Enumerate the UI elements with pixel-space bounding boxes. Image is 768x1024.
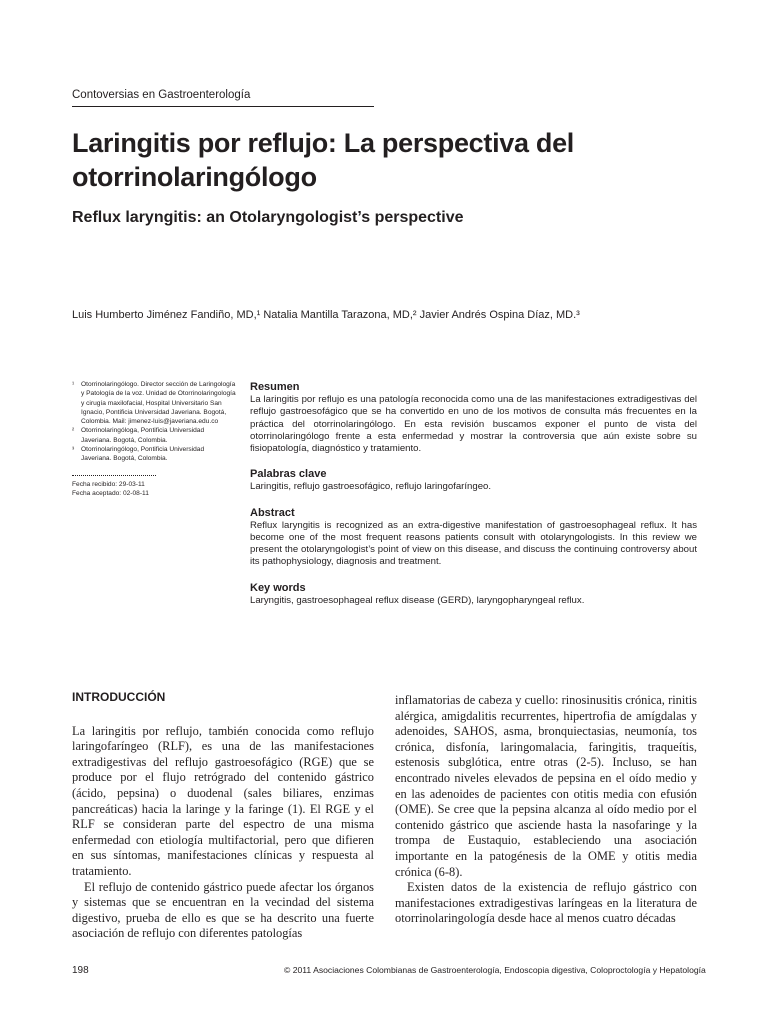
affiliation-item [72, 426, 236, 445]
section-label: Contoversias en Gastroenterología [72, 89, 251, 101]
affiliation-number: ¹ [72, 381, 75, 388]
header-rule [72, 106, 374, 107]
palabras-clave-text: Laringitis, reflujo gastroesofágico, reflujo laringofaríngeo. [250, 481, 492, 493]
article-title: Laringitis por reflujo: La perspectiva del otorrinolaringólogo [72, 128, 575, 192]
author-list: Luis Humberto Jiménez Fandiño, MD,¹ Natalia Mantilla Tarazona, MD,² Javier Andrés Ospina Díaz, MD.³ [72, 309, 580, 321]
key-words-heading: Key words [250, 581, 306, 594]
dates-divider [72, 475, 156, 476]
resumen-text: La laringitis por reflujo es una patología reconocida como una de las manifestaciones extradigestivas del reflujo gastroesofágico que se ha convertido en uno de los motivos de consulta más frecuentes en la práctica del otorrinolaringólogo. En esta revisión buscamos exponer el punto de vista del otorrinolaringólogo frente a esta enfermedad y mostrar la controversia que aún existe sobre su fisiopatología, diagnóstico y tratamiento. [250, 394, 697, 455]
abstract-column [250, 381, 697, 620]
article-subtitle-english: Reflux laryngitis: an Otolaryngologist’s perspective [72, 209, 464, 226]
affiliation-number: ³ [72, 446, 75, 454]
affiliation-number: ² [72, 427, 75, 435]
abstract-text: Reflux laryngitis is recognized as an extra-digestive manifestation of gastroesophageal reflux. It has become one of the most frequent reasons patients consult with otolaryngologists. In this review we present the otolaryngologist’s point of view on this disease, and discuss the continuing controversy about its pathophysiology, diagnosis and treatment. [250, 519, 697, 568]
resumen-heading: Resumen [250, 381, 300, 393]
body-paragraph: El reflujo de contenido gástrico puede afectar los órganos y sistemas que se encuentran en la vecindad del sistema digestivo, prueba de ello es que se ha descrito una fuerte asociación de reflujo con diferentes patologías [72, 879, 374, 941]
footer-copyright: © 2011 Asociaciones Colombianas de Gastroenterología, Endoscopia digestiva, Coloproctología y Hepatología [284, 965, 706, 975]
page-number: 198 [72, 965, 89, 976]
introduction-heading: INTRODUCCIÓN [72, 690, 166, 704]
body-column-right [395, 693, 697, 927]
body-paragraph: La laringitis por reflujo, también conocida como reflujo laringofaríngeo (RLF), es una de las manifestaciones extradigestivas del reflujo gastroesofágico (RGE) que se produce por el flujo retrógrado del contenido gástrico (ácido, pepsina) o duodenal (sales biliares, enzimas pancreáticas) hacia la laringe y la faringe (1). El RGE y el RLF se consideran parte del espectro de una misma enfermedad con etiología multifactorial, pero que difieren en sus síntomas, manifestaciones clínicas y respuesta al tratamiento. [72, 723, 374, 878]
abstract-heading: Abstract [250, 506, 295, 519]
date-accepted: Fecha aceptado: 02-08-11 [72, 489, 149, 497]
body-column-left [72, 690, 374, 942]
body-paragraph: inflamatorias de cabeza y cuello: rinosinusitis crónica, rinitis alérgica, amigdalitis recurrentes, hipertrofia de amígdalas y adenoides, SAHOS, asma, bronquiectasias, neumonía, tos crónica, disfonía, laringomalacia, faringitis, traqueítis, estenosis subglótica, entre otras (2-5). Incluso, se han encontrado niveles elevados de pepsina en el oído medio y en las adenoides de pacientes con otitis media con efusión (OME). Se cree que la pepsina alcanza al oído medio por el contenido gástrico que asciende hasta la nasofaringe y la trompa de Eustaquio, estableciendo una asociación importante en la patogénesis de la OME y otitis media crónica (6-8). [395, 693, 697, 879]
date-received: Fecha recibido: 29-03-11 [72, 480, 145, 488]
affiliation-item [72, 380, 236, 426]
body-paragraph: Existen datos de la existencia de reflujo gástrico con manifestaciones extradigestivas laríngeas en la literatura de otorrinolaringología desde hace al menos cuatro décadas [395, 880, 697, 926]
key-words-text: Laryngitis, gastroesophageal reflux disease (GERD), laryngopharyngeal reflux. [250, 594, 585, 606]
affiliation-text: Otorrinolaringólogo. Director sección de Laringología y Patología de la voz. Unidad de Otorrinolaringología y cirugía maxilofacial, Hospital Universitario San Ignacio, Pontificia Universidad Javeriana. Bogotá, Colombia. Mail: jimenez-luis@javeriana.edu.co [81, 381, 236, 426]
affiliations-block [72, 380, 236, 498]
affiliation-item [72, 445, 236, 464]
palabras-clave-heading: Palabras clave [250, 468, 327, 481]
affiliation-text: Otorrinolaringóloga, Pontificia Universidad Javeriana. Bogotá, Colombia. [81, 427, 205, 444]
affiliation-text: Otorrinolaringólogo, Pontificia Universidad Javeriana. Bogotá, Colombia. [81, 446, 205, 463]
